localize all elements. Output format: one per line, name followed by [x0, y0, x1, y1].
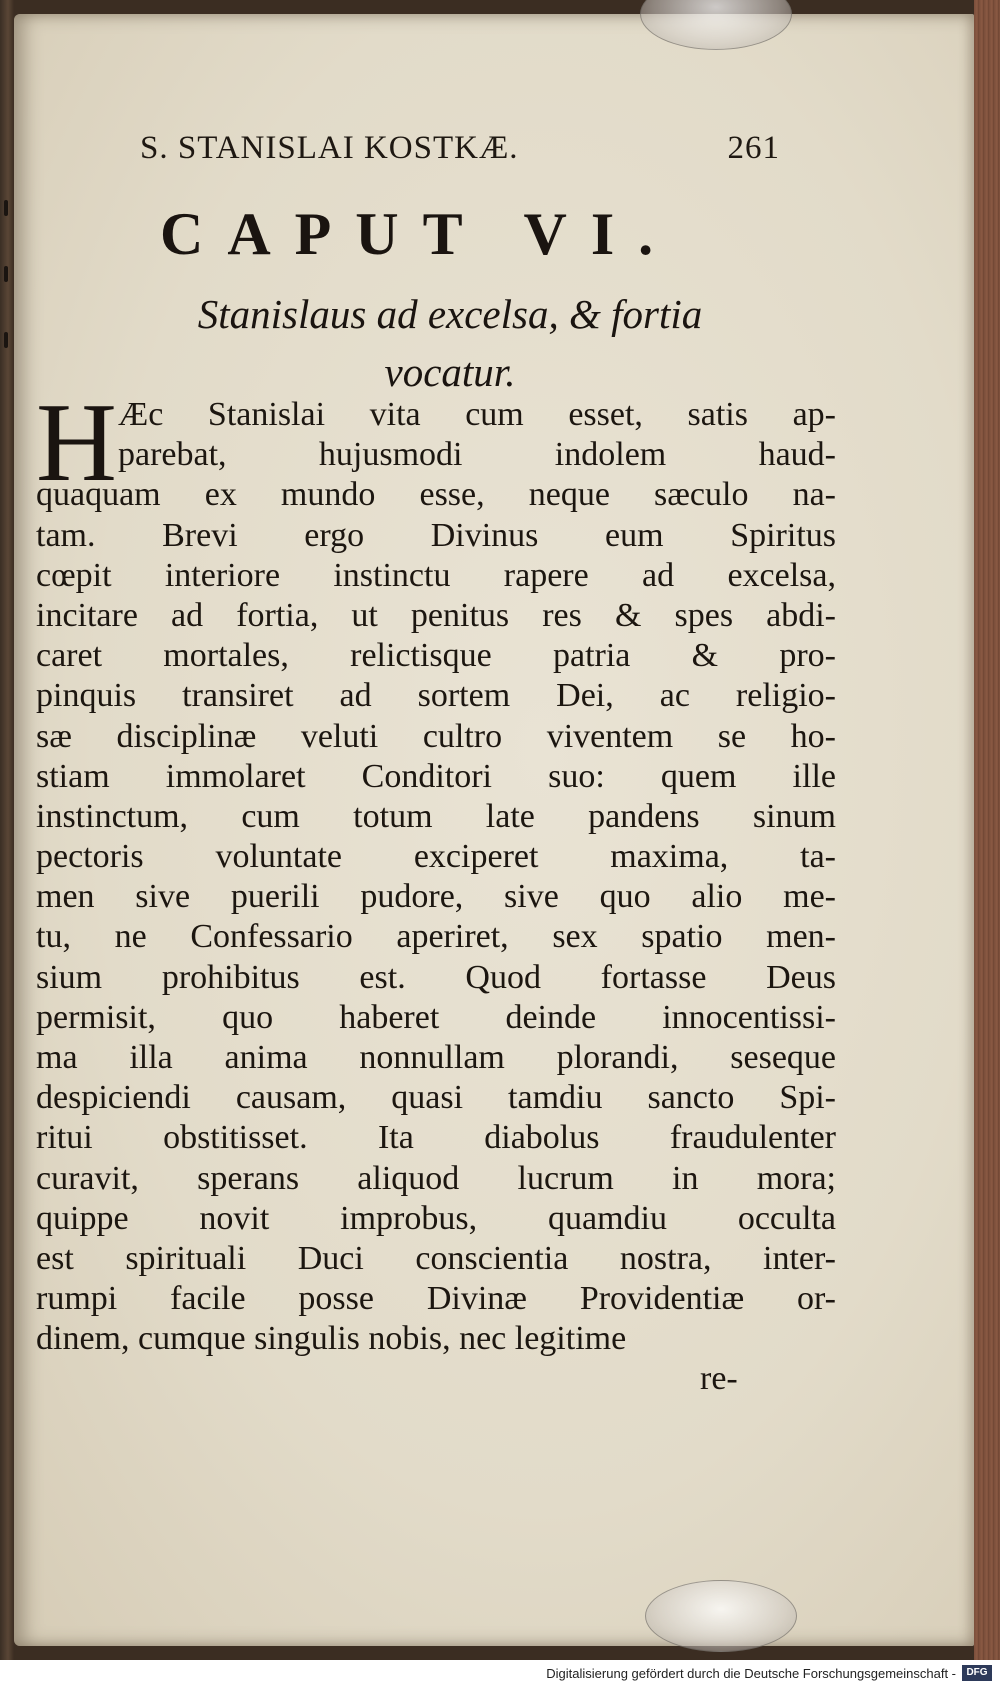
footer-bar: [0, 1660, 1000, 1689]
running-title: S. STANISLAI KOSTKÆ.: [140, 130, 519, 166]
funding-credit: Digitalisierung gefördert durch die Deutsche Forschungsgemeinschaft -: [546, 1666, 956, 1681]
body-paragraph: [36, 381, 836, 1360]
text-line: permisit, quo haberet deinde innocentissi-: [36, 998, 836, 1036]
text-line: rumpi facile posse Divinæ Providentiæ or-: [36, 1280, 836, 1318]
page-edge: [974, 0, 1000, 1660]
catchword: re-: [700, 1360, 738, 1397]
text-line: incitare ad fortia, ut penitus res & spes abdi-: [36, 596, 836, 634]
text-line: sæ disciplinæ veluti cultro viventem se ho-: [36, 717, 836, 755]
text-line: men sive puerili pudore, sive quo alio me-: [36, 878, 836, 916]
text-line: ma illa anima nonnullam plorandi, seseque: [36, 1039, 836, 1076]
text-line: curavit, sperans aliquod lucrum in mora;: [36, 1159, 836, 1197]
text-line: dinem, cumque singulis nobis, nec legitime: [36, 1320, 627, 1358]
text-line: parebat, hujusmodi indolem haud-: [118, 436, 836, 474]
text-line: tu, ne Confessario aperiret, sex spatio men-: [36, 918, 836, 956]
dfg-logo: DFG: [962, 1665, 992, 1681]
text-line: quaquam ex mundo esse, neque sæculo na-: [36, 476, 836, 514]
chapter-subtitle: [70, 285, 830, 401]
margin-marks: [4, 200, 14, 420]
text-line: stiam immolaret Conditori suo: quem ille: [36, 757, 836, 795]
text-line: quippe novit improbus, quamdiu occulta: [36, 1199, 836, 1237]
text-line: tam. Brevi ergo Divinus eum Spiritus: [36, 516, 836, 554]
subtitle-line-2: vocatur.: [384, 349, 516, 395]
text-line: cœpit interiore instinctu rapere ad excelsa,: [36, 556, 836, 594]
text-line: sium prohibitus est. Quod fortasse Deus: [36, 958, 836, 996]
subtitle-line-1: Stanislaus ad excelsa, & fortia: [197, 291, 703, 337]
running-head: [140, 130, 780, 180]
text-line: pinquis transiret ad sortem Dei, ac religio-: [36, 677, 836, 715]
chapter-heading: CAPUT VI.: [160, 201, 678, 267]
text-line: est spirituali Duci conscientia nostra, inter-: [36, 1239, 836, 1277]
drop-cap: H: [36, 381, 117, 505]
glass-clip-bottom: [645, 1580, 797, 1652]
page-number: 261: [727, 130, 780, 166]
text-line: Æc Stanislai vita cum esset, satis ap-: [118, 396, 836, 433]
text-line: caret mortales, relictisque patria & pro-: [36, 637, 836, 675]
text-line: despiciendi causam, quasi tamdiu sancto Spi-: [36, 1079, 836, 1117]
text-line: pectoris voluntate exciperet maxima, ta-: [36, 838, 836, 876]
text-line: instinctum, cum totum late pandens sinum: [36, 797, 836, 835]
text-line: ritui obstitisset. Ita diabolus fraudulenter: [36, 1119, 836, 1157]
